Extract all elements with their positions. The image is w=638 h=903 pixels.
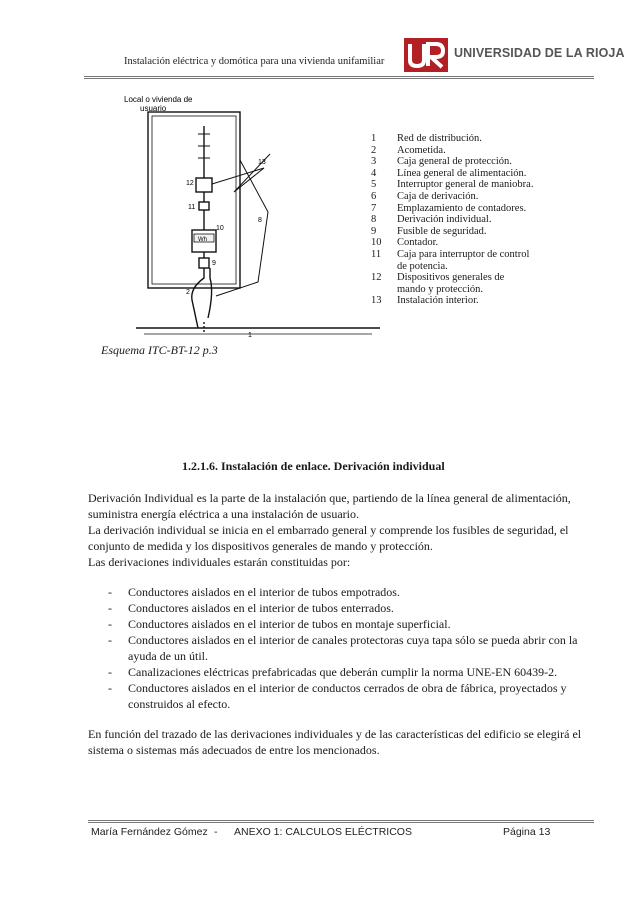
meter-label: Wh (198, 237, 207, 243)
diagram-number: 9 (212, 260, 216, 267)
legend-row (371, 145, 571, 157)
list-dash: - (108, 665, 112, 679)
section-heading: 1.2.1.6. Instalación de enlace. Derivación individual (182, 459, 445, 473)
schematic-legend (371, 133, 571, 307)
legend-row (371, 214, 571, 226)
legend-number: 5 (371, 179, 377, 191)
list-item (88, 600, 596, 616)
footer-annex: ANEXO 1: CALCULOS ELÉCTRICOS (234, 826, 412, 838)
header-rule (84, 76, 594, 79)
legend-text: de potencia. (397, 260, 448, 272)
box-label-line2: usuario (140, 104, 167, 113)
footer-page-number: Página 13 (503, 826, 551, 838)
header-title: Instalación eléctrica y domótica para una vivienda unifamiliar (124, 56, 385, 67)
legend-text: Fusible de seguridad. (397, 225, 487, 237)
footer-separator: - (214, 826, 218, 838)
diagram-number: 1 (248, 332, 252, 339)
legend-row (371, 272, 571, 284)
list-item-text: Conductores aislados en el interior de conductos cerrados de obra de fábrica, proyectados y construidos al efecto. (128, 681, 567, 711)
diagram-number: 13 (258, 159, 266, 166)
diagram-number: 2 (186, 289, 190, 296)
legend-text: Emplazamiento de contadores. (397, 202, 527, 214)
list-item-text: Conductores aislados en el interior de canales protectoras cuya tapa sólo se pueda abrir con la ayuda de un útil. (128, 633, 578, 663)
university-name: UNIVERSIDAD DE LA RIOJA (454, 46, 625, 60)
list-item-text: Conductores aislados en el interior de tubos enterrados. (128, 601, 394, 615)
list-item (88, 616, 596, 632)
list-item-text: Canalizaciones eléctricas prefabricadas que deberán cumplir la norma UNE-EN 60439-2. (128, 665, 558, 679)
legend-row (371, 133, 571, 145)
legend-number: 3 (371, 156, 377, 168)
legend-text: Dispositivos generales de (397, 272, 505, 284)
legend-row (371, 179, 571, 191)
footer-rule (88, 820, 594, 823)
legend-row (371, 261, 571, 273)
legend-number: 7 (371, 202, 377, 214)
box-label-line1: Local o vivienda de (124, 95, 193, 104)
legend-number: 12 (371, 272, 382, 284)
legend-row (371, 295, 571, 307)
list-item-text: Conductores aislados en el interior de tubos en montaje superficial. (128, 617, 451, 631)
legend-number: 9 (371, 225, 377, 237)
figure-caption: Esquema ITC-BT-12 p.3 (101, 343, 218, 357)
section-body (88, 490, 596, 758)
legend-row (371, 237, 571, 249)
legend-text: Caja para interruptor de control (397, 248, 530, 260)
power-control-box (199, 202, 209, 210)
paragraph: Derivación Individual es la parte de la instalación que, partiendo de la línea general de alimentación, suministra energía eléctrica a una instalación de usuario. (88, 491, 571, 521)
legend-text: Interruptor general de maniobra. (397, 179, 534, 191)
diagram-number: 12 (186, 180, 194, 187)
footer-author: María Fernández Gómez (91, 826, 208, 838)
legend-text: Caja general de protección. (397, 156, 512, 168)
diagram-number: 10 (216, 225, 224, 232)
list-dash: - (108, 601, 112, 615)
legend-text: Línea general de alimentación. (397, 167, 527, 179)
fuse-box (199, 258, 209, 268)
legend-text: Acometida. (397, 144, 446, 156)
legend-text: Contador. (397, 237, 439, 249)
list-dash: - (108, 633, 112, 647)
university-logo (404, 38, 625, 72)
legend-row (371, 156, 571, 168)
list-item (88, 584, 596, 600)
paragraph: En función del trazado de las derivaciones individuales y de las características del edificio se elegirá el sistema o sistemas más adecuados de entre los mencionados. (88, 727, 582, 757)
legend-number: 13 (371, 295, 382, 307)
legend-text: Red de distribución. (397, 133, 482, 144)
legend-number: 2 (371, 144, 377, 156)
legend-row (371, 191, 571, 203)
paragraph: La derivación individual se inicia en el embarrado general y comprende los fusibles de seguridad, el conjunto de medida y los dispositivos generales de mando y protección. (88, 523, 569, 553)
dwelling-box (148, 112, 240, 288)
legend-row (371, 284, 571, 296)
list-item (88, 664, 596, 680)
derivation-types-list (88, 584, 596, 712)
legend-number (371, 284, 397, 296)
legend-row (371, 226, 571, 238)
diagram-number: 11 (188, 204, 196, 211)
legend-text: mando y protección. (397, 283, 484, 295)
legend-text: Instalación interior. (397, 295, 479, 307)
legend-number: 11 (371, 248, 382, 260)
legend-number: 6 (371, 190, 377, 202)
diagram-number: 8 (258, 217, 262, 224)
list-item-text: Conductores aislados en el interior de tubos empotrados. (128, 585, 400, 599)
legend-number: 1 (371, 133, 377, 144)
legend-row (371, 249, 571, 261)
legend-number: 4 (371, 167, 377, 179)
protection-devices-box (196, 178, 212, 192)
list-item (88, 632, 596, 664)
list-dash: - (108, 585, 112, 599)
legend-text: Caja de derivación. (397, 190, 479, 202)
university-crest-icon (404, 38, 448, 72)
legend-row (371, 203, 571, 215)
legend-row (371, 168, 571, 180)
list-dash: - (108, 681, 112, 695)
legend-number (371, 261, 397, 273)
legend-text: Derivación individual. (397, 214, 492, 226)
legend-number: 10 (371, 237, 382, 249)
list-dash: - (108, 617, 112, 631)
paragraph: Las derivaciones individuales estarán constituidas por: (88, 555, 351, 569)
list-item (88, 680, 596, 712)
legend-number: 8 (371, 214, 377, 226)
